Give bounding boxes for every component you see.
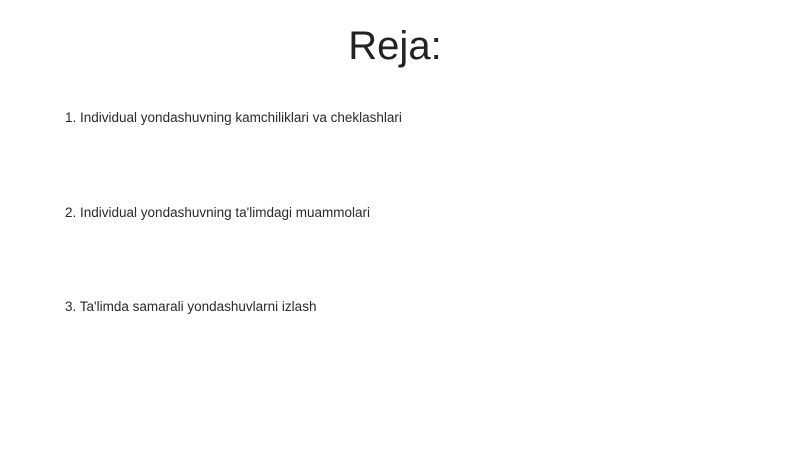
- list-item: 2. Individual yondashuvning ta'limdagi muammolari: [65, 205, 370, 220]
- slide-title: Reja:: [348, 24, 442, 68]
- list-item: 1. Individual yondashuvning kamchiliklari va cheklashlari: [65, 110, 402, 125]
- list-item: 3. Ta'limda samarali yondashuvlarni izlash: [65, 299, 317, 314]
